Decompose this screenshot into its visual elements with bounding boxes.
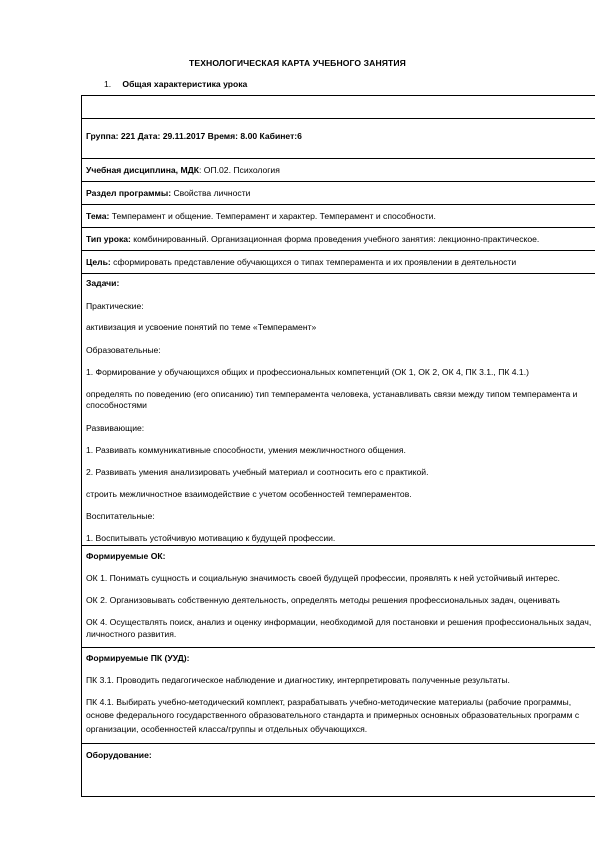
program-value: Свойства личности: [171, 188, 251, 198]
goal-value: сформировать представление обучающихся о типах темперамента и их проявлении в деятельности: [110, 257, 517, 267]
practical-item: активизация и усвоение понятий по теме «Темперамент»: [86, 322, 317, 332]
goal-row: [82, 251, 595, 274]
topic-label: Тема:: [86, 211, 110, 221]
pk-label: Формируемые ПК (УУД):: [86, 653, 190, 663]
educational-item-1: 1. Формирование у обучающихся общих и профессиональных компетенций (ОК 1, ОК 2, ОК 4, ПК 3.1., ПК 4.1.): [86, 367, 529, 377]
pk-4-1-cont: основе федерального государственного образовательного стандарта и примерных основных образовательных программ с: [86, 710, 580, 720]
section-label: Общая характеристика урока: [122, 79, 248, 89]
equipment-label: Оборудование:: [86, 750, 152, 760]
pk-4-1-cont2: организации, особенностей класса/группы и отдельных обучающихся.: [86, 724, 368, 734]
educational-item-2-cont: способностями: [86, 400, 147, 410]
ok-4: ОК 4. Осуществлять поиск, анализ и оценку информации, необходимой для постановки и решения профессиональных задач,: [86, 617, 592, 627]
developing-label: Развивающие:: [86, 423, 145, 433]
upbringing-item-1: 1. Воспитывать устойчивую мотивацию к будущей профессии.: [86, 533, 336, 543]
lesson-type-row: [82, 228, 595, 251]
topic-row: [82, 205, 595, 228]
lesson-type-value: комбинированный. Организационная форма проведения учебного занятия: лекционно-практическое.: [130, 234, 540, 244]
program-row: [82, 182, 595, 205]
group-line: Группа: 221 Дата: 29.11.2017 Время: 8.00 Кабинет:6: [86, 131, 302, 141]
ok-4-cont: личностного развития.: [86, 629, 177, 639]
tasks-label: Задачи:: [86, 278, 120, 288]
developing-item-1: 1. Развивать коммуникативные способности, умения межличностного общения.: [86, 445, 406, 455]
goal-label: Цель:: [86, 257, 111, 267]
ok-label: Формируемые ОК:: [86, 551, 166, 561]
upbringing-label: Воспитательные:: [86, 511, 155, 521]
lesson-table: [81, 95, 595, 797]
ok-row: [82, 546, 595, 648]
discipline-value: : ОП.02. Психология: [198, 165, 280, 175]
section-heading: [104, 79, 247, 89]
ok-2: ОК 2. Организовывать собственную деятельность, определять методы решения профессиональных задач, оценивать: [86, 595, 560, 605]
educational-label: Образовательные:: [86, 345, 161, 355]
developing-item-3: строить межличностное взаимодействие с учетом особенностей темпераментов.: [86, 489, 412, 499]
discipline-row: [82, 159, 595, 182]
topic-value: Темперамент и общение. Темперамент и характер. Темперамент и способности.: [109, 211, 436, 221]
pk-row: [82, 648, 595, 744]
educational-item-2: определять по поведению (его описанию) тип темперамента человека, устанавливать связи между типом темперамента и: [86, 389, 578, 399]
lesson-type-label: Тип урока:: [86, 234, 131, 244]
group-row: [82, 119, 595, 159]
ok-1: ОК 1. Понимать сущность и социальную значимость своей будущей профессии, проявлять к ней устойчивый интерес.: [86, 573, 560, 583]
practical-label: Практические:: [86, 301, 144, 311]
program-label: Раздел программы:: [86, 188, 172, 198]
empty-row: [82, 96, 595, 119]
developing-item-2: 2. Развивать умения анализировать учебный материал и соотносить его с практикой.: [86, 467, 429, 477]
document-title: ТЕХНОЛОГИЧЕСКАЯ КАРТА УЧЕБНОГО ЗАНЯТИЯ: [189, 58, 406, 68]
pk-3-1: ПК 3.1. Проводить педагогическое наблюдение и диагностику, интерпретировать полученные результаты.: [86, 675, 510, 685]
equipment-row: [82, 744, 595, 774]
tasks-row: [82, 274, 595, 546]
discipline-label: Учебная дисциплина, МДК: [86, 165, 199, 175]
section-number: 1.: [104, 79, 112, 89]
pk-4-1: ПК 4.1. Выбирать учебно-методический комплект, разрабатывать учебно-методические материалы (рабочие программы,: [86, 697, 572, 707]
